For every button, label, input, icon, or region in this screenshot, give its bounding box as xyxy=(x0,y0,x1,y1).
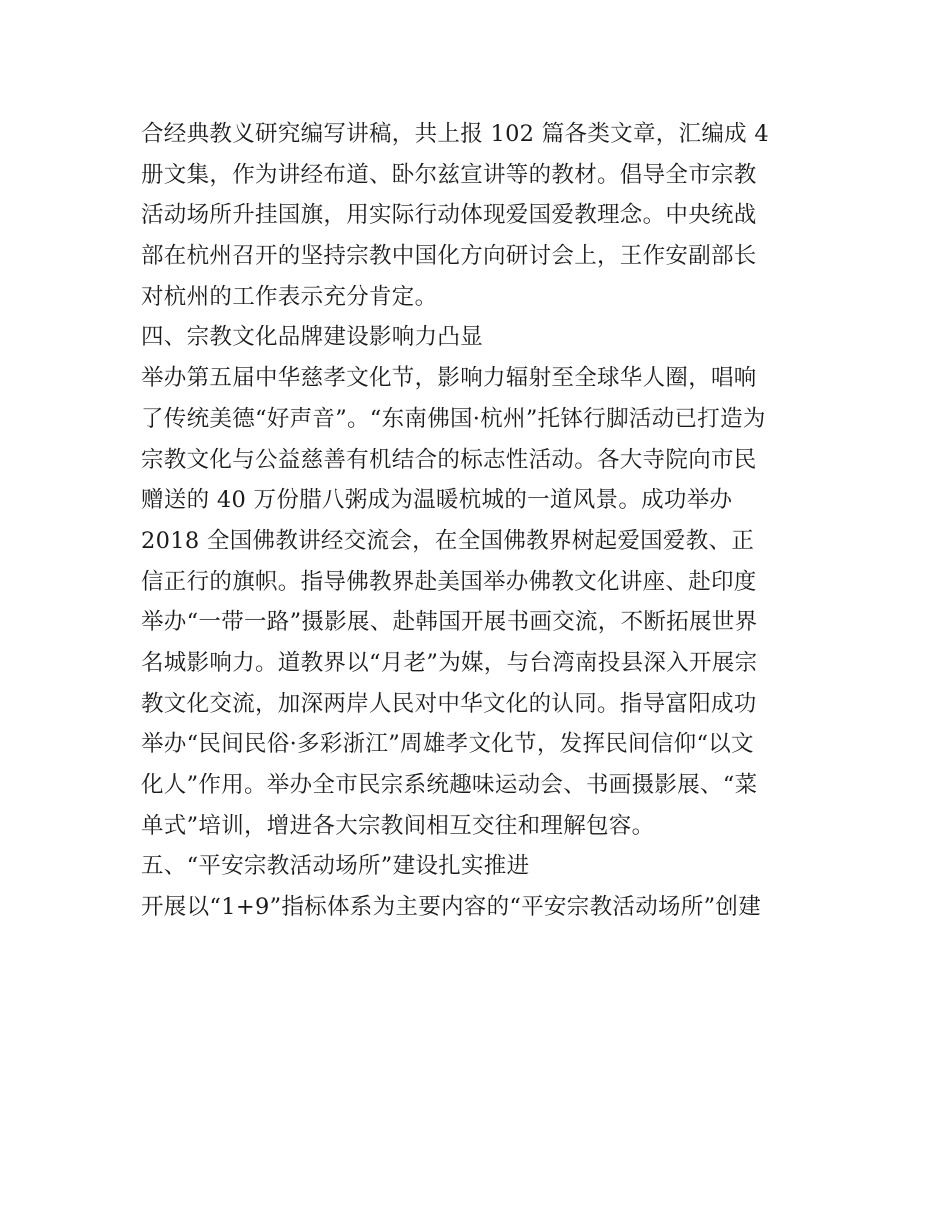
paragraph-line: 名城影响力。道教界以“月老”为媒，与台湾南投县深入开展宗 xyxy=(141,649,758,676)
paragraph-line: 册文集，作为讲经布道、卧尔兹宣讲等的教材。倡导全市宗教 xyxy=(141,161,757,188)
paragraph-line: 2018 全国佛教讲经交流会，在全国佛教界树起爱国爱教、正 xyxy=(141,527,755,554)
paragraph-line: 赠送的 40 万份腊八粥成为温暖杭城的一道风景。成功举办 xyxy=(141,487,733,514)
paragraph-line: 信正行的旗帜。指导佛教界赴美国举办佛教文化讲座、赴印度 xyxy=(141,568,757,595)
paragraph-line: 对杭州的工作表示充分肯定。 xyxy=(141,283,438,310)
paragraph-line: 了传统美德“好声音”。“东南佛国·杭州”托钵行脚活动已打造为 xyxy=(141,405,766,432)
paragraph-line: 举办“民间民俗·多彩浙江”周雄孝文化节，发挥民间信仰“以文 xyxy=(141,731,754,758)
paragraph-line: 宗教文化与公益慈善有机结合的标志性活动。各大寺院向市民 xyxy=(141,446,757,473)
paragraph-line: 部在杭州召开的坚持宗教中国化方向研讨会上，王作安副部长 xyxy=(141,243,757,270)
paragraph-line: 合经典教义研究编写讲稿，共上报 102 篇各类文章，汇编成 4 xyxy=(141,121,770,147)
paragraph-line: 化人”作用。举办全市民宗系统趣味运动会、书画摄影展、“菜 xyxy=(141,772,758,798)
paragraph-line: 开展以“1+9”指标体系为主要内容的“平安宗教活动场所”创建 xyxy=(141,894,761,921)
paragraph-line: 举办“一带一路”摄影展、赴韩国开展书画交流，不断拓展世界 xyxy=(141,609,758,636)
paragraph-line: 教文化交流，加深两岸人民对中华文化的认同。指导富阳成功 xyxy=(141,690,757,717)
paragraph-line: 举办第五届中华慈孝文化节，影响力辐射至全球华人圈，唱响 xyxy=(141,365,757,392)
paragraph-line: 单式”培训，增进各大宗教间相互交往和理解包容。 xyxy=(141,812,655,839)
section-heading-4: 四、宗教文化品牌建设影响力凸显 xyxy=(141,324,484,351)
document-body xyxy=(141,114,821,928)
section-heading-5: 五、“平安宗教活动场所”建设扎实推进 xyxy=(141,853,530,880)
paragraph-line: 活动场所升挂国旗，用实际行动体现爱国爱教理念。中央统战 xyxy=(141,202,757,229)
